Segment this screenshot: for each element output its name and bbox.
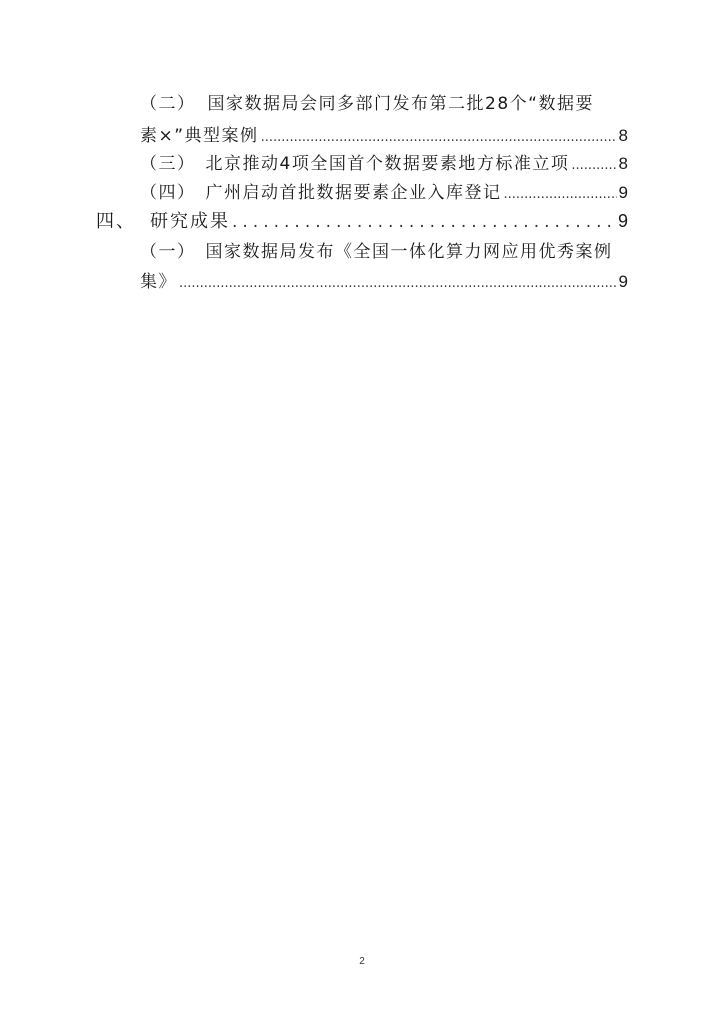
dot-leader [179, 272, 617, 296]
toc-page-number: 9 [618, 272, 628, 291]
dot-leader [232, 210, 616, 234]
toc-entry-line[interactable] [140, 181, 628, 207]
dot-leader [504, 183, 617, 207]
toc-entry-line[interactable] [140, 92, 628, 116]
toc-entry-number: （四） [140, 183, 196, 203]
toc-entry-title: 北京推动4项全国首个数据要素地方标准立项 [205, 154, 570, 174]
toc-entry-number: （一） [140, 242, 196, 262]
toc-entry-line[interactable] [140, 240, 628, 264]
dot-leader [571, 154, 616, 178]
page-number: 2 [359, 956, 365, 967]
toc-section-title: 研究成果 [150, 211, 230, 232]
toc-entry-title: 广州启动首批数据要素企业入库登记 [205, 183, 502, 203]
toc-page-number: 8 [618, 126, 628, 145]
toc-entry-title: 国家数据局发布《全国一体化算力网应用优秀案例 [205, 242, 613, 262]
toc-page-number: 9 [617, 211, 628, 231]
toc-entry-title-continued: 素×”典型案例 [140, 126, 259, 146]
toc-entry-title-continued: 集》 [140, 272, 177, 292]
toc-entry-continuation[interactable] [140, 124, 628, 150]
toc-entry-continuation[interactable] [140, 270, 628, 296]
toc-section-number: 四、 [96, 211, 136, 232]
toc-entry-line[interactable] [140, 152, 628, 178]
toc-entry-number: （三） [140, 154, 196, 174]
toc-entry-title: 国家数据局会同多部门发布第二批28个“数据要 [207, 94, 594, 114]
toc-page-number: 9 [618, 183, 628, 202]
dot-leader [261, 126, 617, 150]
toc-section-heading[interactable] [96, 209, 628, 234]
toc-page-number: 8 [618, 154, 628, 173]
toc-entry-number: （二） [140, 94, 196, 114]
